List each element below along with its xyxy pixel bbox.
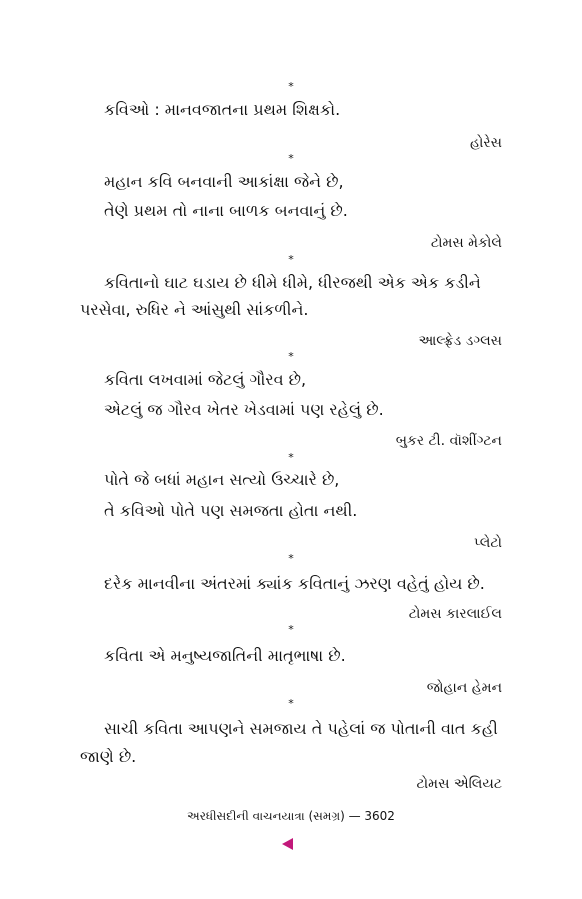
quote-line: દરેક માનવીના અંતરમાં ક્યાંક કવિતાનું ઝરણ વહેતું હોય છે. xyxy=(104,574,485,593)
quote-line: પરસેવા, રુધિર ને આંસુથી સાંકળીને. xyxy=(80,300,309,319)
separator-star: * xyxy=(288,451,294,464)
separator-star: * xyxy=(288,80,294,93)
separator-star: * xyxy=(288,623,294,636)
quote-line: તેણે પ્રથમ તો નાના બાળક બનવાનું છે. xyxy=(104,201,348,220)
quote-line: મહાન કવિ બનવાની આકાંક્ષા જેને છે, xyxy=(104,172,344,191)
quote-line: કવિતા લખવામાં જેટલું ગૌરવ છે, xyxy=(104,370,307,389)
quote-author: ટોમસ એલિયટ xyxy=(416,776,502,792)
separator-star: * xyxy=(288,697,294,710)
quote-author: ટોમસ મેકોલે xyxy=(430,235,502,251)
quote-author: હોરેસ xyxy=(469,135,502,151)
quote-line: તે કવિઓ પોતે પણ સમજતા હોતા નથી. xyxy=(104,501,358,520)
quote-line: સાચી કવિતા આપણને સમજાય તે પહેલાં જ પોતાની વાત કહી xyxy=(104,719,498,738)
quote-author: જોહાન હેમન xyxy=(426,680,502,696)
quote-line: એટલું જ ગૌરવ ખેતર ખેડવામાં પણ રહેલું છે. xyxy=(104,400,384,419)
separator-star: * xyxy=(288,350,294,363)
separator-star: * xyxy=(288,152,294,165)
quote-line: કવિતાનો ઘાટ ઘડાય છે ધીમે ધીમે, ધીરજથી એક એક કડીને xyxy=(104,273,481,292)
quote-author: પ્લેટો xyxy=(473,535,502,551)
quote-line: પોતે જે બધાં મહાન સત્યો ઉચ્ચારે છે, xyxy=(104,470,340,489)
separator-star: * xyxy=(288,552,294,565)
quote-author: આલ્ફ્રેડ ડગ્લસ xyxy=(418,333,502,349)
quote-line: કવિઓ : માનવજાતના પ્રથમ શિક્ષકો. xyxy=(104,100,341,119)
quote-author: બુકર ટી. વૉશીંગ્ટન xyxy=(395,433,502,449)
quote-author: ટોમસ કારલાઈલ xyxy=(408,606,502,622)
triangle-left-icon[interactable] xyxy=(282,838,293,850)
quote-line: જાણે છે. xyxy=(80,747,137,766)
quote-line: કવિતા એ મનુષ્યજાતિની માતૃભાષા છે. xyxy=(104,646,346,665)
page-footer: અરધીસદીની વાચનયાત્રા (સમગ્ર) — 3602 xyxy=(187,809,395,823)
separator-star: * xyxy=(288,253,294,266)
